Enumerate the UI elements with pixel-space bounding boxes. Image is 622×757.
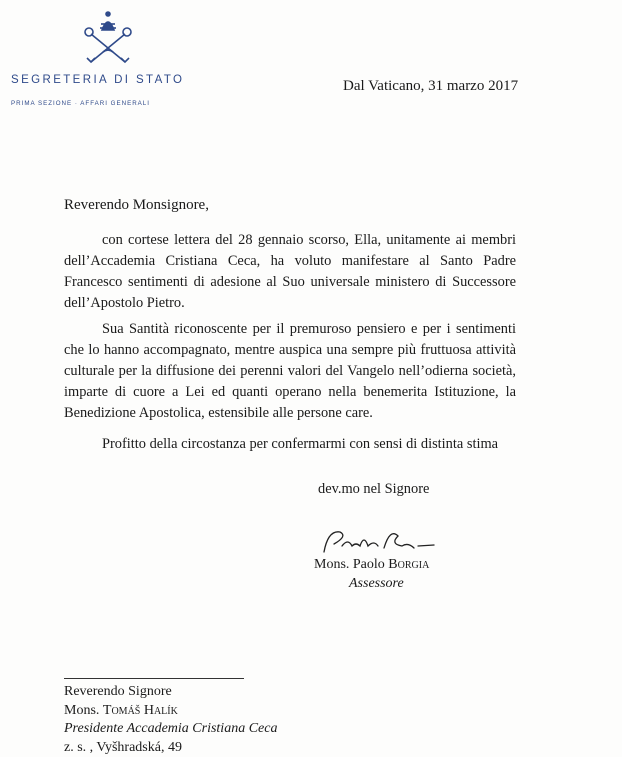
addressee-line-1: Reverendo Signore [64, 683, 277, 702]
paragraph-3: Profitto della circostanza per confermarmi con sensi di distinta stima [64, 434, 516, 455]
office-name: SEGRETERIA DI STATO [8, 74, 208, 86]
signer-role: Assessore [349, 576, 404, 592]
signer-name [314, 557, 429, 573]
signer-surname: Borgia [388, 557, 429, 572]
signer-prefix: Mons. Paolo [314, 557, 388, 572]
addressee-block [64, 683, 277, 757]
handwritten-signature-icon [318, 522, 438, 562]
office-subtitle: PRIMA SEZIONE · AFFARI GENERALI [8, 100, 208, 107]
letterhead [8, 8, 208, 107]
paragraph-2: Sua Santità riconoscente per il premuroso pensiero e per i sentimenti che lo hanno accompagnato, mentre auspica una sempre più fruttuosa attività culturale per la diffusione dei perenni valori del Vangelo nell’odierna società, imparte di cuore a Lei ed quanti operano nella benemerita Istituzione, la Benedizione Apostolica, estensibile alle persone care. [64, 319, 516, 424]
addressee-line-3: Presidente Accademia Cristiana Ceca [64, 720, 277, 739]
addressee-line-4: z. s. , Vyšhradská, 49 [64, 739, 277, 757]
divider [64, 678, 244, 679]
paragraph-1: con cortese lettera del 28 gennaio scorso, Ella, unitamente ai membri dell’Accademia Cristiana Ceca, ha voluto manifestare al Santo Padre Francesco sentimenti di adesione al Suo universale ministero di Successore dell’Apostolo Pietro. [64, 230, 516, 314]
addressee-name: Tomáš Halík [103, 703, 178, 718]
papal-keys-tiara-emblem-icon [73, 8, 143, 68]
addressee-prefix: Mons. [64, 703, 103, 718]
addressee-line-2 [64, 702, 277, 721]
date-line: Dal Vaticano, 31 marzo 2017 [343, 78, 518, 95]
closing: dev.mo nel Signore [318, 481, 429, 498]
salutation: Reverendo Monsignore, [64, 197, 209, 214]
